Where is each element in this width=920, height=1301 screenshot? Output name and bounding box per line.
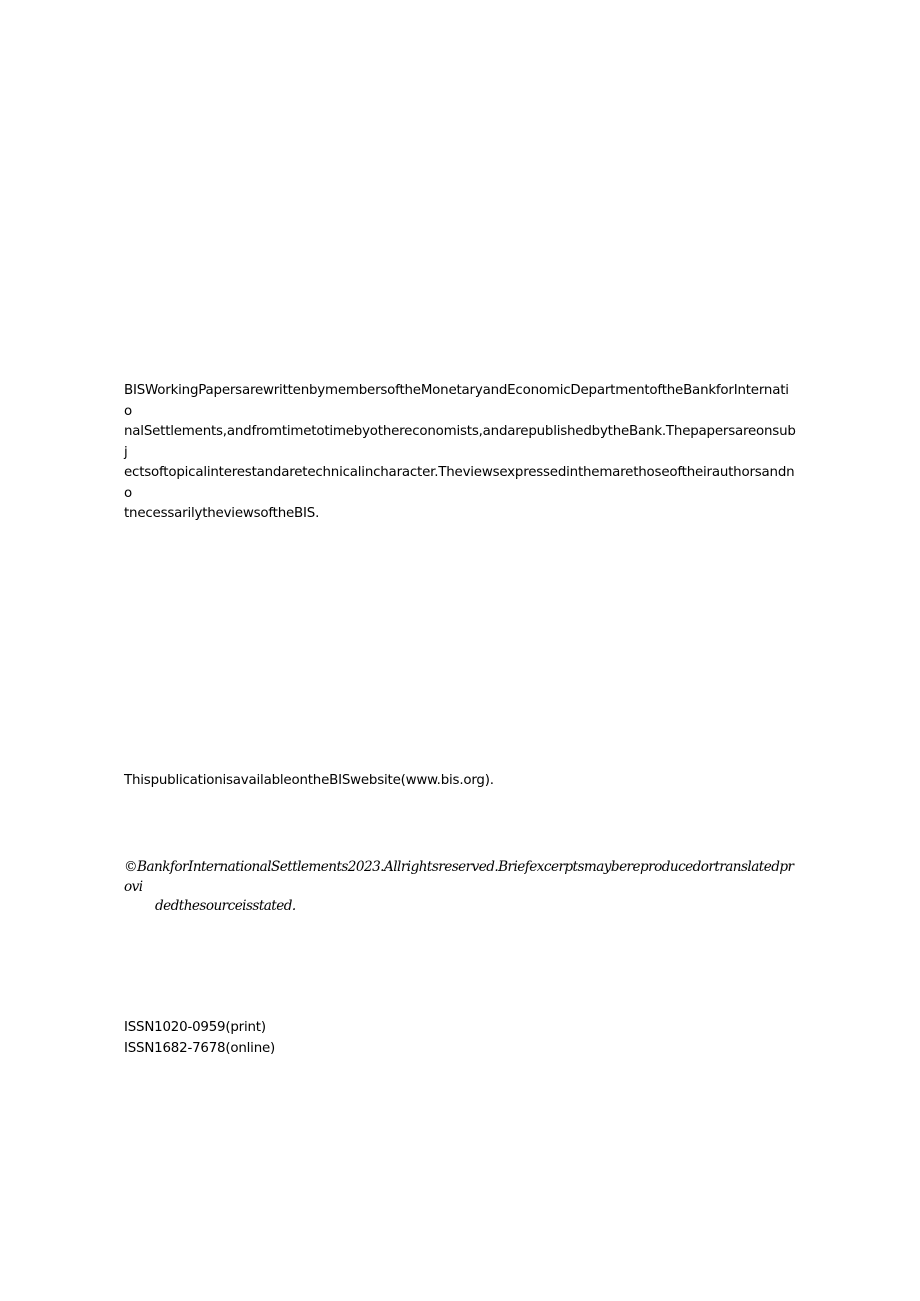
intro-line: ectsoftopicalinterestandaretechnicalincharacter.Theviewsexpressedinthemarethoseoftheirauthorsandno	[124, 465, 795, 501]
issn-print: ISSN1020-0959(print)	[124, 1020, 266, 1035]
intro-line: BISWorkingPapersarewrittenbymembersoftheMonetaryandEconomicDepartmentoftheBankforInternatio	[124, 383, 789, 419]
intro-paragraph	[124, 381, 796, 525]
availability-notice: ThispublicationisavailableontheBISwebsite(www.bis.org).	[124, 773, 494, 788]
intro-line: tnecessarilytheviewsoftheBIS.	[124, 506, 320, 521]
copyright-line-1: ©BankforInternationalSettlements2023.Allrightsreserved.Briefexcerptsmaybereproducedortranslatedprovi	[124, 859, 794, 895]
issn-online: ISSN1682-7678(online)	[124, 1040, 276, 1056]
copyright-notice	[124, 858, 796, 917]
issn-block	[124, 1018, 796, 1059]
intro-line: nalSettlements,andfromtimetotimebyothereconomists,andarepublishedbytheBank.Thepapersareonsubj	[124, 424, 796, 460]
copyright-line-2: dedthesourceisstated.	[155, 898, 296, 914]
